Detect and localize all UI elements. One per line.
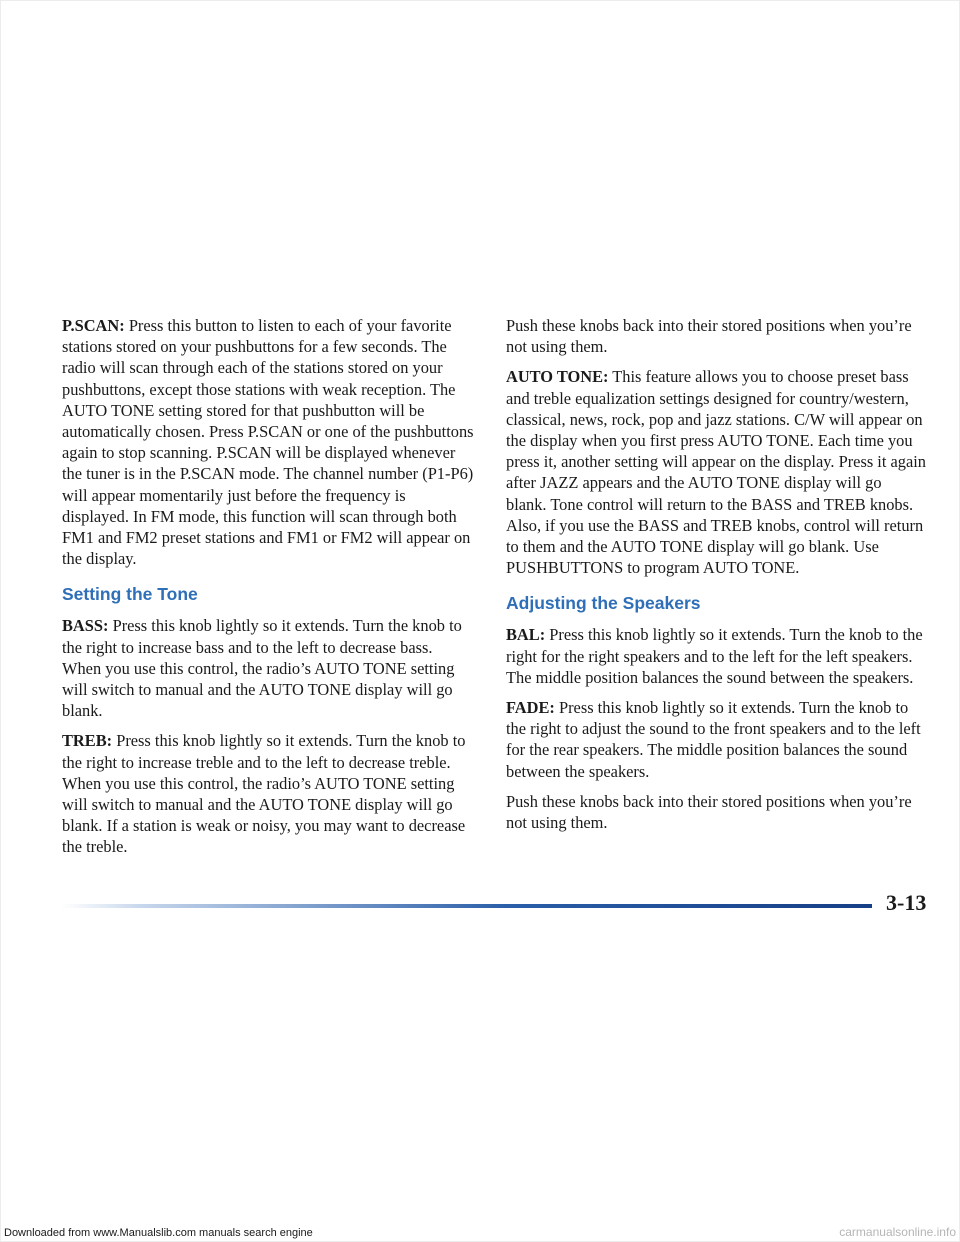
page-number: 3-13 [886,890,927,915]
footer-suffix: manuals search engine [195,1227,313,1239]
treb-text: Press this knob lightly so it extends. Turn the knob to the right to increase treble and to the left to decrease treble. When you use this control, the radio’s AUTO TONE setting will switch to manual and the AUTO TONE display will go blank. If a station is weak or noisy, you may want to decrease the treble. [62,731,466,857]
watermark: carmanualsonline.info [839,1225,956,1239]
auto-tone-term: AUTO TONE: [506,367,609,387]
bass-term: BASS: [62,616,109,636]
bal-term: BAL: [506,625,546,645]
pscan-paragraph [62,315,474,569]
fade-text: Press this knob lightly so it extends. Turn the knob to the right to adjust the sound to the front speakers and to the left for the rear speakers. The middle position balances the sound between the speakers. [506,698,921,781]
push-back-paragraph-1: Push these knobs back into their stored positions when you’re not using them. [506,316,912,357]
fade-paragraph [506,697,926,782]
bass-paragraph [62,615,474,721]
right-column [506,315,926,842]
download-footer [4,1227,313,1239]
bass-text: Press this knob lightly so it extends. Turn the knob to the right to increase bass and to the left to decrease bass. When you use this control, the radio’s AUTO TONE setting will switch to manual and the AUTO TONE display will go blank. [62,616,462,721]
footer-prefix: Downloaded from [4,1227,94,1239]
treb-term: TREB: [62,731,113,751]
bal-text: Press this knob lightly so it extends. Turn the knob to the right for the right speakers and to the left for the left speakers. The middle position balances the sound between the speakers. [506,625,923,687]
treb-paragraph [62,730,474,857]
fade-term: FADE: [506,698,555,718]
heading-adjusting-the-speakers: Adjusting the Speakers [506,593,701,614]
bal-paragraph [506,624,926,688]
heading-setting-the-tone: Setting the Tone [62,584,198,605]
auto-tone-text: This feature allows you to choose preset bass and treble equalization settings designed for country/western, classical, news, rock, pop and jazz stations. C/W will appear on the display when you first press AUTO TONE. Each time you press it, another setting will appear on the display. Press it again after JAZZ appears and the AUTO TONE display will go blank. Tone control will return to the BASS and TREB knobs. Also, if you use the BASS and TREB knobs, control will return to them and the AUTO TONE display will go blank. Use PUSHBUTTONS to program AUTO TONE. [506,367,926,578]
push-back-paragraph-2: Push these knobs back into their stored positions when you’re not using them. [506,791,912,833]
manualslib-link[interactable]: www.Manualslib.com [93,1227,196,1239]
pscan-text: Press this button to listen to each of your favorite stations stored on your pushbuttons for a few seconds. The radio will scan through each of the stations stored on your pushbuttons, except those stations with weak reception. The AUTO TONE setting stored for that pushbutton will be automatically chosen. Press P.SCAN or one of the pushbuttons again to stop scanning. P.SCAN will be displayed whenever the tuner is in the P.SCAN mode. The channel number (P1-P6) will appear momentarily just before the frequency is displayed. In FM mode, this function will scan through both FM1 and FM2 preset stations and FM1 or FM2 will appear on the display. [62,316,474,569]
auto-tone-paragraph [506,366,926,578]
pscan-term: P.SCAN: [62,316,125,335]
footer-rule [62,904,872,908]
left-column [62,315,474,867]
